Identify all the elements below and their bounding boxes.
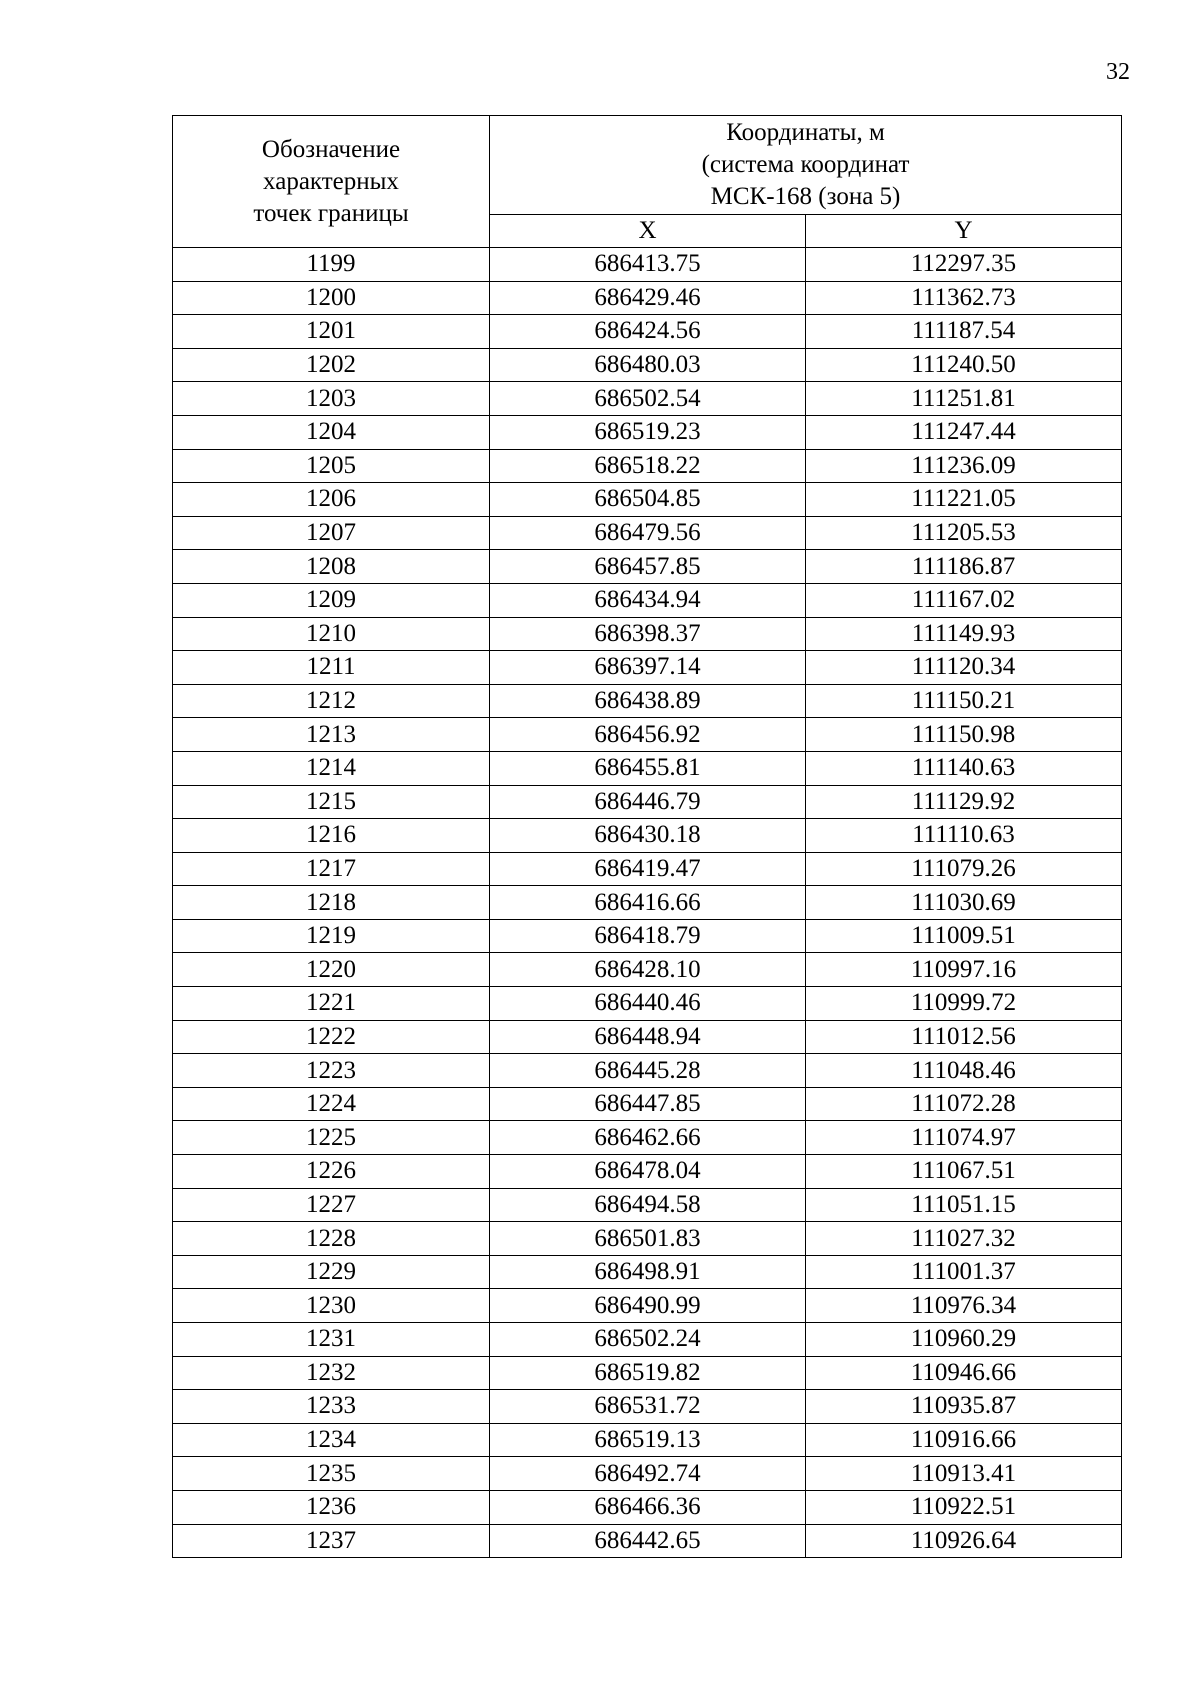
point-cell: 1213 <box>173 718 490 752</box>
x-cell: 686434.94 <box>490 583 806 617</box>
x-cell: 686419.47 <box>490 852 806 886</box>
table-row <box>173 617 1122 651</box>
x-cell: 686494.58 <box>490 1188 806 1222</box>
table-row <box>173 651 1122 685</box>
table-row <box>173 1490 1122 1524</box>
y-cell: 111120.34 <box>806 651 1122 685</box>
point-cell: 1203 <box>173 382 490 416</box>
table-row <box>173 1087 1122 1121</box>
y-column-header: Y <box>806 215 1122 248</box>
point-cell: 1236 <box>173 1490 490 1524</box>
table-row <box>173 1356 1122 1390</box>
y-cell: 111027.32 <box>806 1222 1122 1256</box>
x-cell: 686490.99 <box>490 1289 806 1323</box>
x-cell: 686416.66 <box>490 886 806 920</box>
y-cell: 111240.50 <box>806 348 1122 382</box>
table-row <box>173 415 1122 449</box>
point-cell: 1208 <box>173 550 490 584</box>
x-cell: 686502.24 <box>490 1323 806 1357</box>
table-row <box>173 1155 1122 1189</box>
y-cell: 111362.73 <box>806 281 1122 315</box>
point-cell: 1214 <box>173 751 490 785</box>
table-row <box>173 583 1122 617</box>
point-cell: 1232 <box>173 1356 490 1390</box>
table-row <box>173 1121 1122 1155</box>
y-cell: 111221.05 <box>806 483 1122 517</box>
x-cell: 686519.23 <box>490 415 806 449</box>
x-cell: 686462.66 <box>490 1121 806 1155</box>
y-cell: 111187.54 <box>806 315 1122 349</box>
point-cell: 1225 <box>173 1121 490 1155</box>
point-cell: 1212 <box>173 684 490 718</box>
point-cell: 1205 <box>173 449 490 483</box>
table-row <box>173 483 1122 517</box>
y-cell: 111186.87 <box>806 550 1122 584</box>
point-cell: 1207 <box>173 516 490 550</box>
table-row <box>173 1188 1122 1222</box>
table-row <box>173 919 1122 953</box>
point-cell: 1233 <box>173 1390 490 1424</box>
point-cell: 1216 <box>173 819 490 853</box>
page-number: 32 <box>1106 59 1130 85</box>
point-cell: 1229 <box>173 1255 490 1289</box>
x-cell: 686428.10 <box>490 953 806 987</box>
table-row <box>173 987 1122 1021</box>
x-cell: 686492.74 <box>490 1457 806 1491</box>
x-cell: 686456.92 <box>490 718 806 752</box>
x-cell: 686501.83 <box>490 1222 806 1256</box>
point-cell: 1211 <box>173 651 490 685</box>
y-cell: 110935.87 <box>806 1390 1122 1424</box>
coords-header-line: МСК-168 (зона 5) <box>710 183 901 210</box>
x-cell: 686442.65 <box>490 1524 806 1558</box>
table-row <box>173 819 1122 853</box>
y-cell: 111067.51 <box>806 1155 1122 1189</box>
x-column-header: X <box>490 215 806 248</box>
point-column-header <box>173 116 490 248</box>
y-cell: 111074.97 <box>806 1121 1122 1155</box>
table-row <box>173 1020 1122 1054</box>
y-cell: 110922.51 <box>806 1490 1122 1524</box>
point-cell: 1210 <box>173 617 490 651</box>
table-row <box>173 550 1122 584</box>
point-cell: 1237 <box>173 1524 490 1558</box>
y-cell: 110997.16 <box>806 953 1122 987</box>
y-cell: 111048.46 <box>806 1054 1122 1088</box>
table-row <box>173 315 1122 349</box>
point-cell: 1234 <box>173 1423 490 1457</box>
x-cell: 686424.56 <box>490 315 806 349</box>
point-cell: 1202 <box>173 348 490 382</box>
point-cell: 1200 <box>173 281 490 315</box>
table-row <box>173 281 1122 315</box>
y-cell: 111205.53 <box>806 516 1122 550</box>
x-cell: 686440.46 <box>490 987 806 1021</box>
point-header-line: характерных <box>263 167 399 195</box>
point-cell: 1231 <box>173 1323 490 1357</box>
x-cell: 686478.04 <box>490 1155 806 1189</box>
table-body <box>173 248 1122 1558</box>
table-row <box>173 953 1122 987</box>
y-cell: 111012.56 <box>806 1020 1122 1054</box>
point-header-line: точек границы <box>253 199 409 227</box>
table-row <box>173 348 1122 382</box>
y-cell: 111149.93 <box>806 617 1122 651</box>
y-cell: 111009.51 <box>806 919 1122 953</box>
x-cell: 686519.13 <box>490 1423 806 1457</box>
y-cell: 111129.92 <box>806 785 1122 819</box>
y-cell: 111150.98 <box>806 718 1122 752</box>
x-cell: 686457.85 <box>490 550 806 584</box>
point-cell: 1222 <box>173 1020 490 1054</box>
x-cell: 686455.81 <box>490 751 806 785</box>
y-cell: 111236.09 <box>806 449 1122 483</box>
x-cell: 686447.85 <box>490 1087 806 1121</box>
table-row <box>173 684 1122 718</box>
y-cell: 110976.34 <box>806 1289 1122 1323</box>
y-cell: 111030.69 <box>806 886 1122 920</box>
table-row <box>173 516 1122 550</box>
point-cell: 1228 <box>173 1222 490 1256</box>
x-cell: 686446.79 <box>490 785 806 819</box>
table-row <box>173 718 1122 752</box>
x-cell: 686448.94 <box>490 1020 806 1054</box>
table-row <box>173 852 1122 886</box>
x-cell: 686413.75 <box>490 248 806 282</box>
x-cell: 686504.85 <box>490 483 806 517</box>
table-row <box>173 785 1122 819</box>
point-cell: 1223 <box>173 1054 490 1088</box>
point-cell: 1215 <box>173 785 490 819</box>
table-row <box>173 449 1122 483</box>
point-cell: 1219 <box>173 919 490 953</box>
y-cell: 111251.81 <box>806 382 1122 416</box>
coords-header-line: Координаты, м <box>726 119 885 146</box>
point-cell: 1224 <box>173 1087 490 1121</box>
point-cell: 1199 <box>173 248 490 282</box>
table-row <box>173 1289 1122 1323</box>
x-cell: 686445.28 <box>490 1054 806 1088</box>
table-row <box>173 1222 1122 1256</box>
x-cell: 686518.22 <box>490 449 806 483</box>
x-cell: 686438.89 <box>490 684 806 718</box>
x-cell: 686479.56 <box>490 516 806 550</box>
point-cell: 1201 <box>173 315 490 349</box>
point-cell: 1227 <box>173 1188 490 1222</box>
point-cell: 1217 <box>173 852 490 886</box>
point-cell: 1221 <box>173 987 490 1021</box>
table-header <box>173 116 1122 248</box>
point-header-line: Обозначение <box>261 135 401 163</box>
x-cell: 686531.72 <box>490 1390 806 1424</box>
y-cell: 111247.44 <box>806 415 1122 449</box>
coordinates-table <box>172 115 1122 1558</box>
table-row <box>173 1323 1122 1357</box>
x-cell: 686430.18 <box>490 819 806 853</box>
x-cell: 686466.36 <box>490 1490 806 1524</box>
x-cell: 686429.46 <box>490 281 806 315</box>
table-row <box>173 1054 1122 1088</box>
table-row <box>173 751 1122 785</box>
y-cell: 111079.26 <box>806 852 1122 886</box>
point-cell: 1206 <box>173 483 490 517</box>
y-cell: 110926.64 <box>806 1524 1122 1558</box>
x-cell: 686398.37 <box>490 617 806 651</box>
y-cell: 111072.28 <box>806 1087 1122 1121</box>
point-cell: 1226 <box>173 1155 490 1189</box>
y-cell: 112297.35 <box>806 248 1122 282</box>
y-cell: 110946.66 <box>806 1356 1122 1390</box>
y-cell: 110960.29 <box>806 1323 1122 1357</box>
coordinates-column-header <box>490 116 1122 215</box>
x-cell: 686498.91 <box>490 1255 806 1289</box>
point-cell: 1209 <box>173 583 490 617</box>
x-cell: 686502.54 <box>490 382 806 416</box>
point-cell: 1204 <box>173 415 490 449</box>
y-cell: 111051.15 <box>806 1188 1122 1222</box>
x-cell: 686480.03 <box>490 348 806 382</box>
point-cell: 1220 <box>173 953 490 987</box>
y-cell: 111150.21 <box>806 684 1122 718</box>
point-cell: 1230 <box>173 1289 490 1323</box>
y-cell: 111167.02 <box>806 583 1122 617</box>
y-cell: 111110.63 <box>806 819 1122 853</box>
y-cell: 111001.37 <box>806 1255 1122 1289</box>
table-row <box>173 1255 1122 1289</box>
x-cell: 686418.79 <box>490 919 806 953</box>
table-row <box>173 886 1122 920</box>
table-row <box>173 1457 1122 1491</box>
coords-header-line: (система координат <box>701 151 910 178</box>
table-row <box>173 1524 1122 1558</box>
point-cell: 1218 <box>173 886 490 920</box>
y-cell: 110999.72 <box>806 987 1122 1021</box>
x-cell: 686519.82 <box>490 1356 806 1390</box>
table-row <box>173 382 1122 416</box>
table-row <box>173 248 1122 282</box>
point-cell: 1235 <box>173 1457 490 1491</box>
y-cell: 111140.63 <box>806 751 1122 785</box>
x-cell: 686397.14 <box>490 651 806 685</box>
y-cell: 110916.66 <box>806 1423 1122 1457</box>
y-cell: 110913.41 <box>806 1457 1122 1491</box>
table-row <box>173 1423 1122 1457</box>
table-row <box>173 1390 1122 1424</box>
